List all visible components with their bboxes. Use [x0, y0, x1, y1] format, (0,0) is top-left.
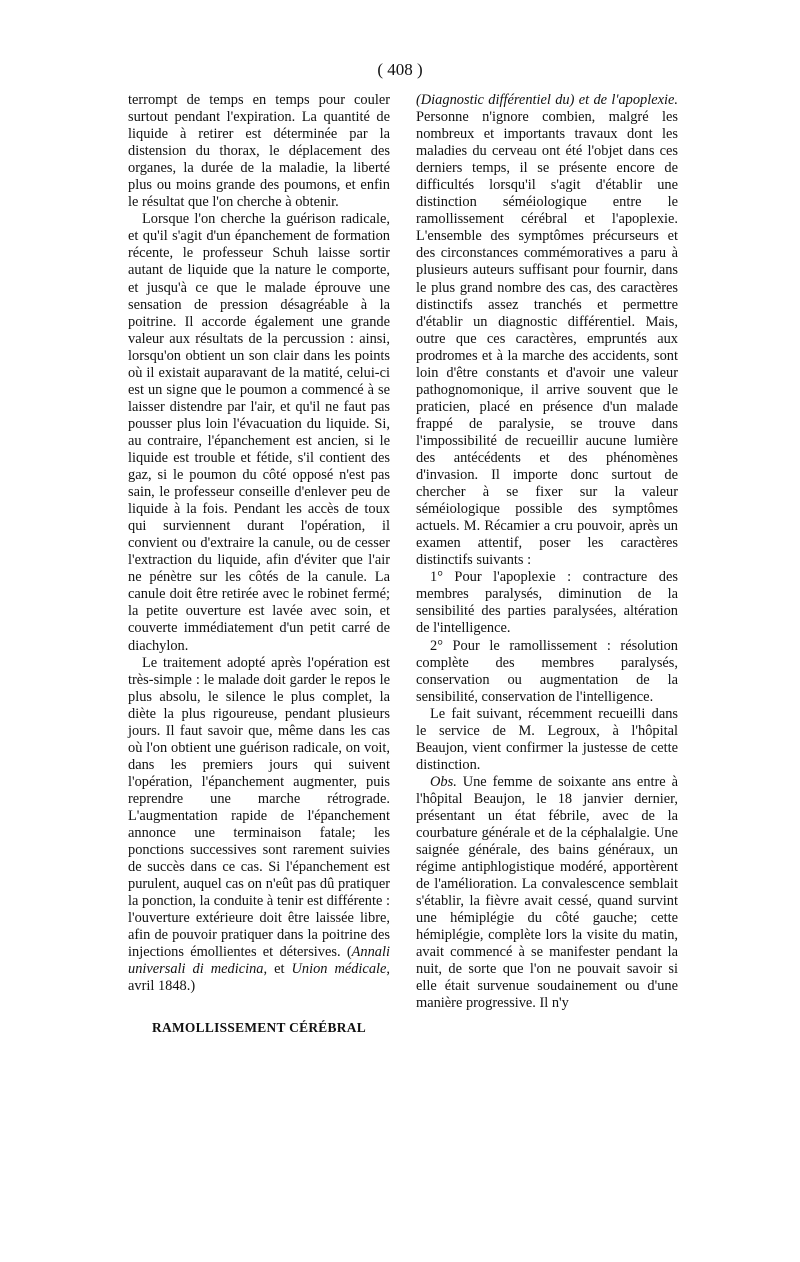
paragraph-text: , avril 1848.) [128, 961, 391, 995]
source-citation: Union médicale [291, 961, 387, 978]
paragraph-text: Une femme de soixante ans entre à l'hôpital Beaujon, le 18 janvier dernier, présentant un état fébrile, avec de la courbature générale et de la céphalalgie. Une saignée générale, des bains généraux, un régime antiphlogistique modéré, apportèrent de l'amélioration. La convalescence semblait s'établir, la fièvre avait cessé, quand survint une hémiplégie du côté gauche; cette hémiplégie, complète lors la visite du matin, avait commencé à se manifester pendant la nuit, de sorte que l'on ne pouvait savoir si elle était survenue soudainement ou d'une manière progressive. Il n'y [416, 773, 678, 1012]
paragraph-text: , et [263, 961, 292, 978]
left-column [128, 92, 390, 1037]
paragraph: 1° Pour l'apoplexie : contracture des membres paralysés, diminution de la sensibilité des parties paralysées, altération de l'intelligence. [416, 569, 678, 637]
paragraph: 2° Pour le ramollissement : résolution complète des membres paralysés, conservation ou augmentation de la sensibilité, conservation de l'intelligence. [416, 637, 678, 705]
paragraph-text: Le traitement adopté après l'opération est très-simple : le malade doit garder le repos le plus absolu, le silence le plus complet, la diète la plus rigoureuse, pendant plusieurs jours. Il faut savoir que, même dans les cas où l'on obtient une guérison radicale, on voit, dans les premiers jours qui suivent l'opération, l'épanchement augmenter, puis reprendre une marche rétrograde. L'augmentation rapide de l'épanchement annonce une terminaison fatale; les ponctions successives sont rarement suivies de succès dans ce cas. Si l'épanchement est purulent, auquel cas on n'eût pas dû pratiquer la ponction, la conduite à tenir est différente : l'ouverture extérieure doit être laissée libre, afin de pouvoir pratiquer dans la poitrine des injections émollientes et détersives. ( [128, 654, 390, 961]
paragraph-text: Personne n'ignore combien, malgré les nombreux et importants travaux dont les maladies du cerveau ont été l'objet dans ces derniers temps, il se présente encore de difficultés lorsqu'il s'agit d'établir une distinction séméiologique entre le ramollissement cérébral et l'apoplexie. L'ensemble des symptômes précurseurs et des circonstances commémoratives a paru à plusieurs auteurs suffisant pour fournir, dans le plus grand nombre des cas, des caractères distinctifs assez tranchés et permettre d'établir un diagnostic différentiel. Mais, outre que ces caractères, empruntés aux prodromes et à la marche des accidents, sont loin d'être constants et d'avoir une valeur pathognomonique, il arrive souvent que le praticien, placé en présence d'un malade frappé de paralysie, se trouve dans l'impossibilité de recueillir aucune lumière des antécédents et des phénomènes d'invasion. Il importe donc surtout de chercher à se fixer sur la valeur séméiologique possible des symptômes actuels. M. Récamier a cru pouvoir, après un examen attentif, poser les caractères distinctifs suivants : [416, 109, 678, 569]
section-subtitle: (Diagnostic différentiel du) et de l'apoplexie. [416, 92, 678, 108]
paragraph [416, 774, 678, 1013]
paragraph: terrompt de temps en temps pour couler surtout pendant l'expiration. La quantité de liquide à retirer est déterminée par la distension du thorax, le déplacement des organes, la durée de la maladie, la liberté plus ou moins grande des poumons, et enfin le résultat que l'on cherche à obtenir. [128, 92, 390, 211]
right-column [416, 92, 678, 1013]
paragraph: Lorsque l'on cherche la guérison radicale, et qu'il s'agit d'un épanchement de formation récente, le professeur Schuh laisse sortir autant de liquide que la nature le comporte, et jusqu'à ce que le malade éprouve une sensation de pression désagréable à la poitrine. Il accorde également une grande valeur aux résultats de la percussion : ainsi, lorsqu'on obtient un son clair dans les points où il existait auparavant de la matité, celui-ci est un signe que le poumon a commencé à se laisser distendre par l'air, et qu'il ne faut pas pousser plus loin l'évacuation du liquide. Si, au contraire, l'épanchement est ancien, si le liquide est trouble et fétide, s'il contient des gaz, si le poumon du côté opposé n'est pas sain, le professeur conseille d'enlever peu de liquide à la fois. Pendant les accès de toux qui surviennent durant l'opération, il convient ou d'extraire la canule, ou de cesser l'extraction du liquide, afin d'éviter que l'air ne pénètre sur les côtés de la canule. La canule doit être retirée avec le robinet fermé; la petite ouverture est lavée avec soin, et couverte immédiatement d'un petit carré de diachylon. [128, 211, 390, 654]
paragraph [128, 655, 390, 996]
paragraph [416, 92, 678, 569]
observation-label: Obs. [430, 773, 457, 790]
source-citation: Annali universali di medicina [128, 944, 390, 978]
section-heading: RAMOLLISSEMENT CÉRÉBRAL [152, 1020, 366, 1036]
paragraph: Le fait suivant, récemment recueilli dans le service de M. Legroux, à l'hôpital Beaujon, vient confirmer la justesse de cette distinction. [416, 705, 678, 773]
page-number: ( 408 ) [377, 60, 423, 79]
